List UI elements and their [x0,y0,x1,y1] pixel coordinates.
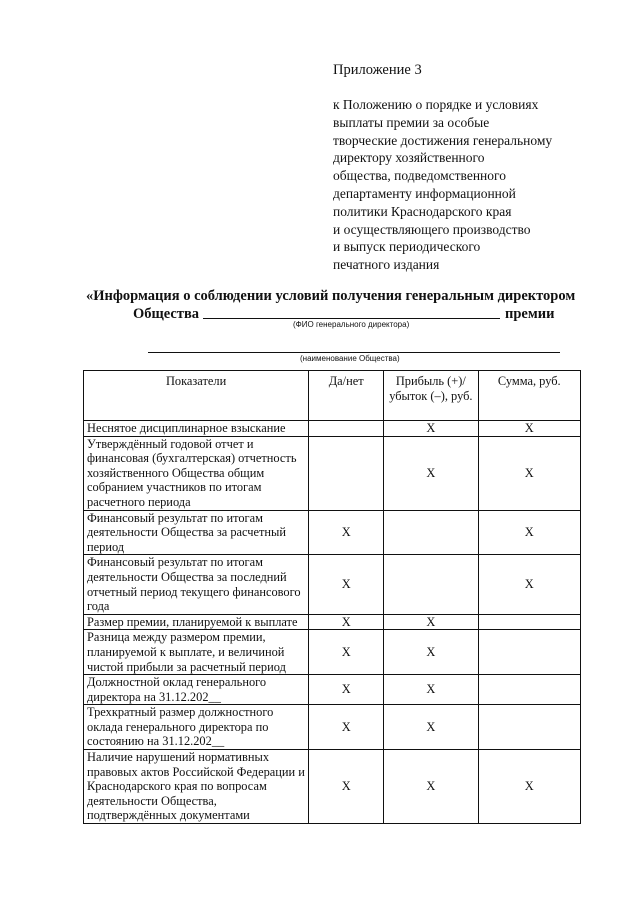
row-label: Финансовый результат по итогам деятельности Общества за расчетный период [84,510,309,555]
row-yes-no: X [309,555,384,614]
row-yes-no: X [309,705,384,750]
table-row [84,436,581,510]
table-header-row [84,371,581,421]
appendix-reference [333,96,603,274]
row-label: Трехкратный размер должностного оклада генерального директора по состоянию на 31.12.202__ [84,705,309,750]
row-amount: X [478,421,580,437]
row-amount: X [478,510,580,555]
row-amount [478,705,580,750]
row-profit-loss: X [384,675,478,705]
row-yes-no: X [309,614,384,630]
row-label: Разница между размером премии, планируемой к выплате, и величиной чистой прибыли за расчетный период [84,630,309,675]
appendix-line: директору хозяйственного [333,150,485,166]
table-row [84,510,581,555]
org-caption: (наименование Общества) [300,354,400,363]
row-amount [478,630,580,675]
header-yes-no: Да/нет [309,371,384,421]
header-profit-loss: Прибыль (+)/ убыток (–), руб. [384,371,478,421]
row-label: Финансовый результат по итогам деятельности Общества за последний отчетный период текущего финансового года [84,555,309,614]
appendix-title: Приложение 3 [333,62,422,78]
table-row [84,555,581,614]
row-profit-loss: X [384,421,478,437]
row-profit-loss: X [384,630,478,675]
row-label: Наличие нарушений нормативных правовых актов Российской Федерации и Краснодарского края по вопросам деятельности Общества, подтверждённых документами [84,750,309,824]
appendix-line: общества, подведомственного [333,168,506,184]
row-yes-no: X [309,510,384,555]
title-org-word: Общества [133,306,200,322]
table-row [84,750,581,824]
fio-caption: (ФИО генерального директора) [293,320,410,329]
row-profit-loss [384,510,478,555]
document-title-line2 [133,306,199,323]
appendix-line: печатного издания [333,257,440,273]
document-title: «Информация о соблюдении условий получения генеральным директором [86,288,576,304]
table-row [84,630,581,675]
row-yes-no: X [309,630,384,675]
appendix-line: к Положению о порядке и условиях [333,97,539,112]
row-yes-no: X [309,675,384,705]
row-yes-no [309,421,384,437]
appendix-line: и выпуск периодического [333,239,481,255]
title-end-word: премии [505,306,555,322]
row-profit-loss [384,555,478,614]
appendix-line: политики Краснодарского края [333,203,512,219]
row-profit-loss: X [384,750,478,824]
table-row [84,614,581,630]
row-label: Неснятое дисциплинарное взыскание [84,421,309,437]
appendix-line: творческие достижения генеральному [333,132,553,148]
table-row [84,421,581,437]
header-amount: Сумма, руб. [478,371,580,421]
row-amount [478,614,580,630]
row-amount: X [478,750,580,824]
table-row [84,705,581,750]
appendix-line: департаменту информационной [333,185,516,201]
row-label: Размер премии, планируемой к выплате [84,614,309,630]
header-indicator: Показатели [84,371,309,421]
table-row [84,675,581,705]
row-yes-no [309,436,384,510]
row-profit-loss: X [384,614,478,630]
row-profit-loss: X [384,436,478,510]
row-label: Утверждённый годовой отчет и финансовая (бухгалтерская) отчетность хозяйственного Общества общим собранием участников по итогам расчетного периода [84,436,309,510]
appendix-line: и осуществляющего производство [333,221,531,237]
appendix-line: выплаты премии за особые [333,114,490,130]
row-amount [478,675,580,705]
row-amount: X [478,436,580,510]
row-amount: X [478,555,580,614]
org-fill-line [148,338,560,353]
row-yes-no: X [309,750,384,824]
fio-fill-line [203,304,500,319]
row-profit-loss: X [384,705,478,750]
conditions-table [83,370,581,824]
row-label: Должностной оклад генерального директора на 31.12.202__ [84,675,309,705]
